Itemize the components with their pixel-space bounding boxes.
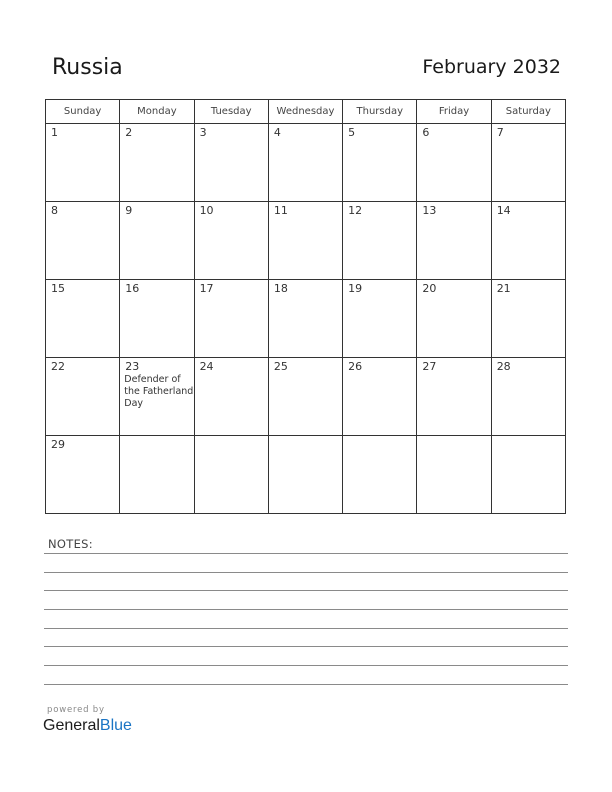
note-line	[44, 609, 568, 610]
weekday-thursday: Thursday	[343, 100, 417, 124]
day-number: 13	[422, 204, 437, 217]
day-cell	[194, 358, 268, 436]
day-cell	[46, 124, 120, 202]
day-cell	[194, 124, 268, 202]
weekday-sunday: Sunday	[46, 100, 120, 124]
day-number: 16	[125, 282, 140, 295]
day-cell	[268, 280, 342, 358]
day-cell	[343, 436, 417, 514]
day-number: 7	[496, 126, 504, 139]
day-number: 17	[199, 282, 214, 295]
week-row	[46, 358, 566, 436]
generalblue-logo	[43, 717, 132, 735]
day-cell	[268, 124, 342, 202]
day-cell	[417, 436, 491, 514]
notes-label: NOTES:	[48, 537, 93, 551]
day-number: 10	[199, 204, 214, 217]
day-number: 2	[125, 126, 133, 139]
day-number: 21	[496, 282, 511, 295]
day-cell	[343, 124, 417, 202]
day-number: 24	[199, 360, 214, 373]
weekday-wednesday: Wednesday	[268, 100, 342, 124]
day-cell	[417, 280, 491, 358]
note-line	[44, 572, 568, 573]
day-number	[195, 436, 268, 438]
day-cell	[491, 358, 565, 436]
week-row	[46, 202, 566, 280]
day-cell	[46, 436, 120, 514]
day-number	[492, 436, 565, 438]
day-number: 12	[348, 204, 363, 217]
day-cell	[343, 202, 417, 280]
day-number: 14	[496, 204, 511, 217]
day-cell	[120, 202, 194, 280]
day-cell	[491, 436, 565, 514]
day-cell	[120, 358, 194, 436]
month-year-title: February 2032	[422, 56, 561, 78]
day-cell	[491, 280, 565, 358]
weekday-saturday: Saturday	[491, 100, 565, 124]
powered-by-text: powered by	[47, 705, 105, 715]
note-line	[44, 590, 568, 591]
day-cell	[46, 358, 120, 436]
day-cell	[268, 436, 342, 514]
day-number: 3	[199, 126, 207, 139]
day-number: 26	[348, 360, 363, 373]
day-cell	[417, 358, 491, 436]
week-row	[46, 436, 566, 514]
day-number: 27	[422, 360, 437, 373]
day-cell	[343, 358, 417, 436]
day-number: 29	[51, 438, 65, 451]
day-number: 19	[348, 282, 363, 295]
note-line	[44, 684, 568, 685]
day-cell	[417, 124, 491, 202]
day-cell	[491, 124, 565, 202]
day-number: 20	[422, 282, 437, 295]
day-cell	[120, 280, 194, 358]
day-number: 8	[51, 204, 58, 217]
day-cell	[194, 202, 268, 280]
calendar-grid	[45, 99, 566, 514]
day-number: 23	[125, 360, 140, 373]
day-cell	[343, 280, 417, 358]
holiday-event: Defender of the Fatherland Day	[124, 374, 194, 409]
weekday-tuesday: Tuesday	[194, 100, 268, 124]
day-number: 5	[348, 126, 356, 139]
brand-general: General	[43, 717, 100, 734]
day-cell	[194, 436, 268, 514]
day-cell	[268, 202, 342, 280]
note-line	[44, 553, 568, 554]
weekday-header-row	[46, 100, 566, 124]
day-number	[417, 436, 490, 438]
country-title: Russia	[52, 55, 123, 80]
day-number: 11	[273, 204, 288, 217]
day-number: 15	[51, 282, 65, 295]
day-number: 22	[51, 360, 65, 373]
brand-blue: Blue	[99, 717, 132, 734]
note-line	[44, 646, 568, 647]
day-number: 28	[496, 360, 511, 373]
day-number: 6	[422, 126, 430, 139]
day-cell	[120, 436, 194, 514]
weekday-monday: Monday	[120, 100, 194, 124]
week-row	[46, 124, 566, 202]
day-number	[343, 436, 416, 438]
day-number: 4	[273, 126, 281, 139]
day-number: 1	[51, 126, 58, 139]
day-cell	[120, 124, 194, 202]
day-number	[269, 436, 342, 438]
day-cell	[491, 202, 565, 280]
note-line	[44, 665, 568, 666]
day-number: 18	[273, 282, 288, 295]
note-line	[44, 628, 568, 629]
week-row	[46, 280, 566, 358]
day-cell	[417, 202, 491, 280]
day-number	[120, 436, 193, 438]
day-cell	[46, 280, 120, 358]
day-cell	[46, 202, 120, 280]
weekday-friday: Friday	[417, 100, 491, 124]
day-number: 25	[273, 360, 288, 373]
day-cell	[268, 358, 342, 436]
day-number: 9	[125, 204, 133, 217]
day-cell	[194, 280, 268, 358]
